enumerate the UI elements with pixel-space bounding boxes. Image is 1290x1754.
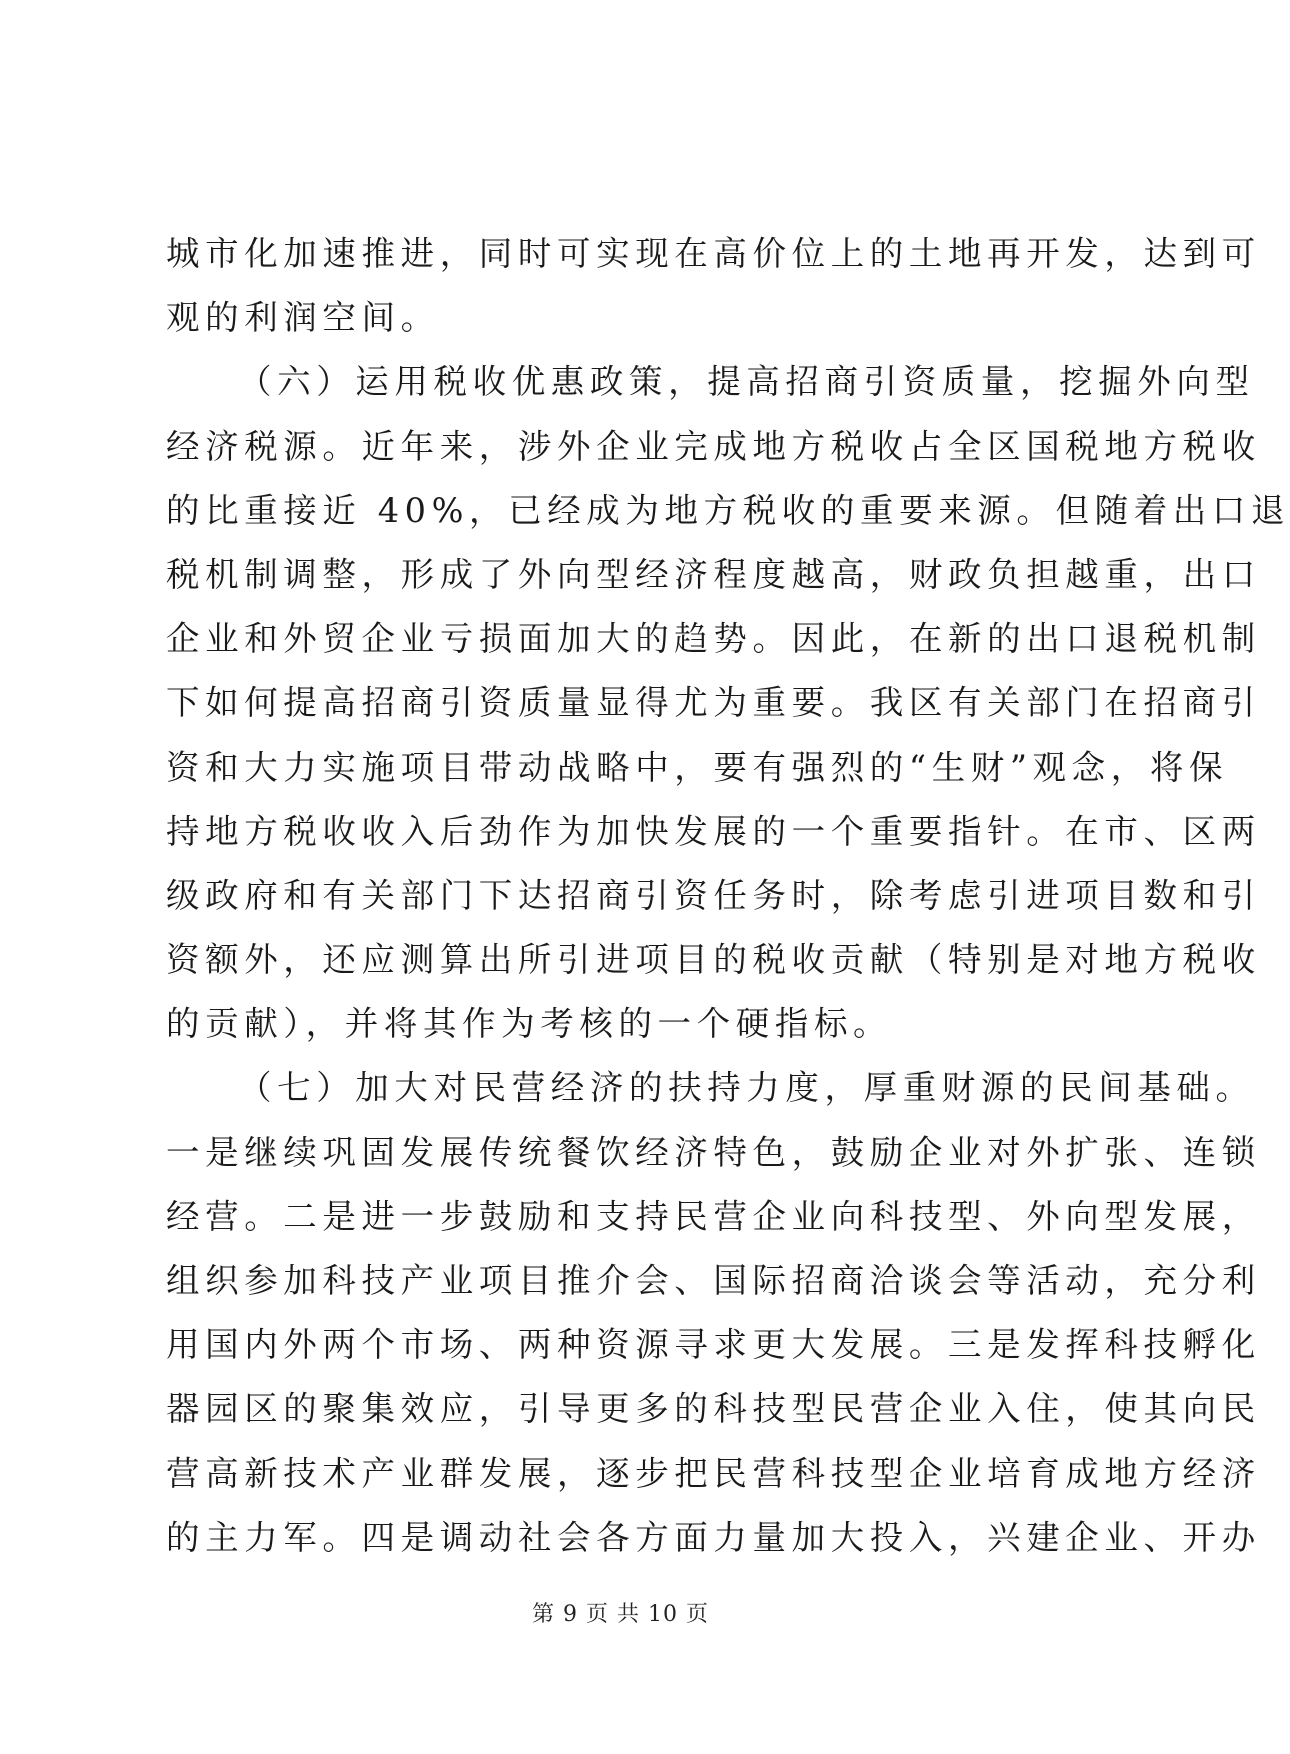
text-line: 资和大力实施项目带动战略中，要有强烈的“生财”观念，将保 [166,747,1229,787]
document-body [166,222,1290,1570]
text-line: 级政府和有关部门下达招商引资任务时，除考虑引进项目数和引 [166,875,1261,915]
text-line: 用国内外两个市场、两种资源寻求更大发展。三是发挥科技孵化 [166,1325,1261,1365]
text-line: 经营。二是进一步鼓励和支持民营企业向科技型、外向型发展， [166,1196,1261,1236]
text-line: 持地方税收收入后劲作为加快发展的一个重要指针。在市、区两 [166,811,1261,851]
text-line: 组织参加科技产业项目推介会、国际招商洽谈会等活动，充分利 [166,1261,1261,1300]
text-line: 的贡献），并将其作为考核的一个硬指标。 [166,1004,893,1044]
page-number-footer: 第 9 页 共 10 页 [532,1602,709,1627]
text-line: 下如何提高招商引资质量显得尤为重要。我区有关部门在招商引 [166,683,1261,723]
paragraph-first-line: （六）运用税收优惠政策，提高招商引资质量，挖掘外向型 [238,362,1255,402]
text-line: 的比重接近 40%，已经成为地方税收的重要来源。但随着出口退 [166,490,1290,530]
text-line: 城市化加速推进，同时可实现在高价位上的土地再开发，达到可 [166,234,1261,273]
text-line: 税机制调整，形成了外向型经济程度越高，财政负担越重，出口 [166,554,1261,594]
text-line: 器园区的聚集效应，引导更多的科技型民营企业入住，使其向民 [166,1389,1261,1429]
text-line: 观的利润空间。 [166,298,440,338]
text-line: 营高新技术产业群发展，逐步把民营科技型企业培育成地方经济 [166,1453,1261,1493]
text-line: 企业和外贸企业亏损面加大的趋势。因此，在新的出口退税机制 [166,619,1261,659]
text-line: 的主力军。四是调动社会各方面力量加大投入，兴建企业、开办 [166,1517,1261,1557]
text-line: 经济税源。近年来，涉外企业完成地方税收占全区国税地方税收 [166,426,1261,466]
text-line: 一是继续巩固发展传统餐饮经济特色，鼓励企业对外扩张、连锁 [166,1132,1261,1172]
paragraph-first-line: （七）加大对民营经济的扶持力度，厚重财源的民间基础。 [238,1068,1255,1108]
text-line: 资额外，还应测算出所引进项目的税收贡献（特别是对地方税收 [166,940,1261,980]
